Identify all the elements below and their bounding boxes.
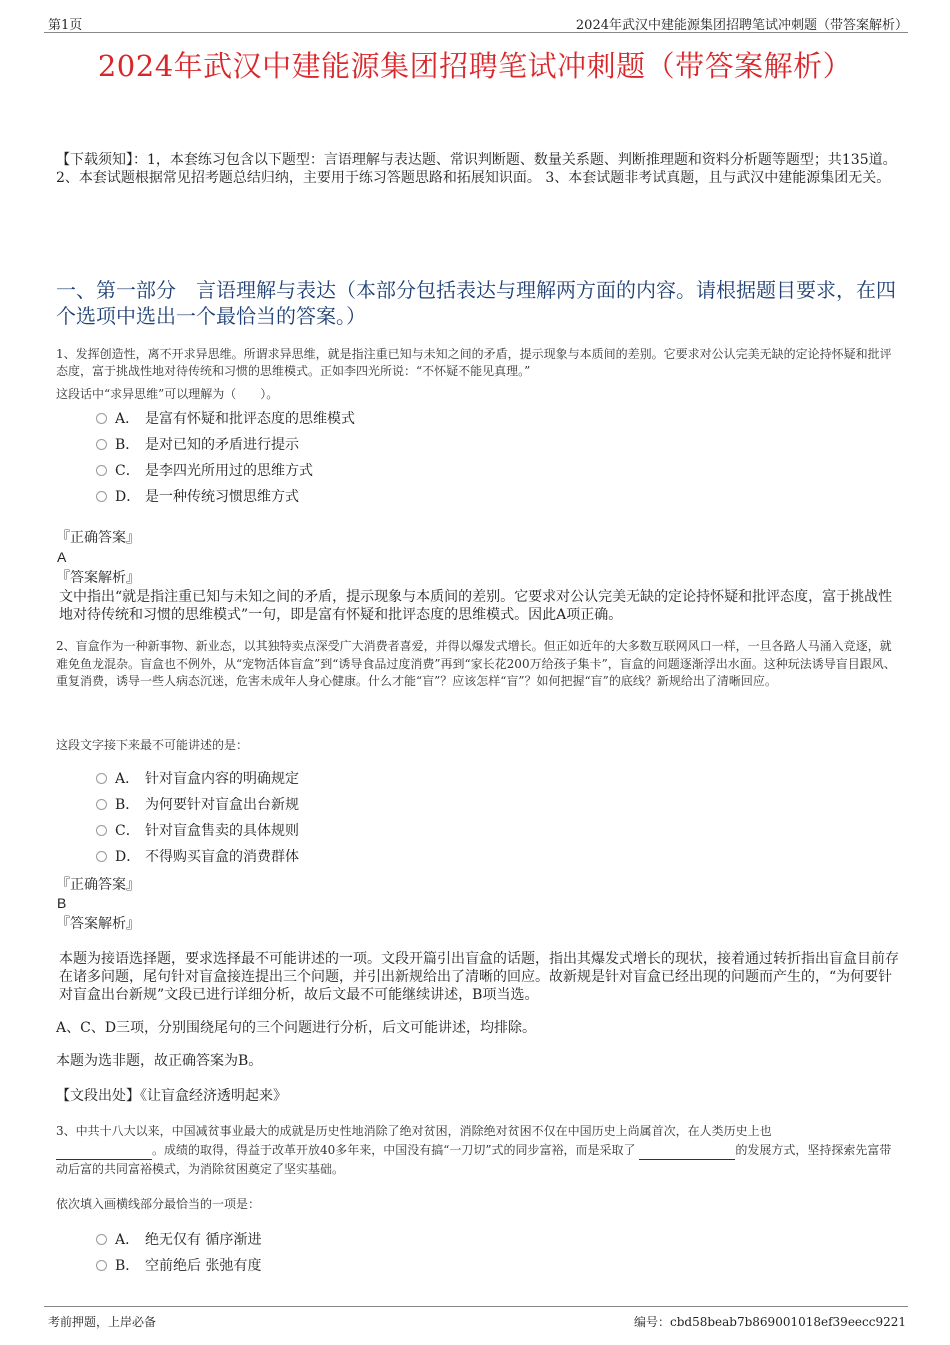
q1-answer: A — [57, 549, 67, 565]
header-doc-title: 2024年武汉中建能源集团招聘笔试冲刺题（带答案解析） — [575, 18, 908, 33]
question-2-ask: 这段文字接下来最不可能讲述的是： — [56, 738, 249, 752]
radio-icon[interactable] — [96, 413, 107, 424]
q2-answer: B — [57, 895, 67, 911]
download-notice: 【下载须知】：1，本套练习包含以下题型：言语理解与表达题、常识判断题、数量关系题、判断推理题和资料分析题等题型；共135道。 2、本套试题根据常见招考题总结归纳，主要用于练习答题思路和拓展知识面。 3、本套试题非考试真题，且与武汉中建能源集团无关。 — [56, 152, 897, 186]
radio-icon[interactable] — [96, 465, 107, 476]
q1-answer-label: 『正确答案』 — [56, 530, 140, 546]
radio-icon[interactable] — [96, 825, 107, 836]
question-1-ask: 这段话中“求异思维”可以理解为（ ）。 — [56, 387, 279, 401]
q2-source: 【文段出处】《让盲盒经济透明起来》 — [56, 1088, 287, 1104]
q3-option-b[interactable]: B． 空前绝后 张弛有度 — [96, 1256, 261, 1276]
q1-analysis: 文中指出“就是指注重已知与未知之间的矛盾，提示现象与本质间的差别。它要求对公认完美无缺的定论持怀疑和批评态度，富于挑战性地对待传统和习惯的思维模式”一句，即是富有怀疑和批评态度的思维模式。因此A项正确。 — [59, 589, 893, 623]
radio-icon[interactable] — [96, 1260, 107, 1271]
q1-option-a[interactable]: A． 是富有怀疑和批评态度的思维模式 — [96, 409, 355, 429]
q2-option-d[interactable]: D． 不得购买盲盒的消费群体 — [96, 847, 299, 867]
header-divider — [44, 32, 908, 33]
radio-icon[interactable] — [96, 491, 107, 502]
q2-analysis-2: A、C、D三项，分别围绕尾句的三个问题进行分析，后文可能讲述，均排除。 — [56, 1020, 537, 1036]
page-header — [0, 0, 950, 36]
radio-icon[interactable] — [96, 773, 107, 784]
q1-option-b[interactable]: B． 是对已知的矛盾进行提示 — [96, 435, 299, 455]
q2-analysis: 本题为接语选择题，要求选择最不可能讲述的一项。文段开篇引出盲盒的话题，指出其爆发式增长的现状，接着通过转折指出盲盒目前存在诸多问题，尾句针对盲盒接连提出三个问题，并引出新规给出了清晰的回应。故新规是针对盲盒已经出现的问题而产生的，“为何要针对盲盒出台新规”文段已进行详细分析，故后文最不可能继续讲述，B项当选。 — [59, 951, 899, 1003]
section-heading: 一、第一部分 言语理解与表达（本部分包括表达与理解两方面的内容。请根据题目要求，在四个选项中选出一个最恰当的答案。） — [56, 278, 896, 328]
fill-blank-2[interactable] — [639, 1147, 735, 1160]
radio-icon[interactable] — [96, 799, 107, 810]
q3-option-a[interactable]: A． 绝无仅有 循序渐进 — [96, 1230, 261, 1250]
footer-doc-id: 编号：cbd58beab7b869001018ef39eecc9221 — [634, 1315, 906, 1329]
q1-analysis-label: 『答案解析』 — [56, 570, 140, 586]
q2-option-c[interactable]: C． 针对盲盒售卖的具体规则 — [96, 821, 299, 841]
question-2-stem: 2、盲盒作为一种新事物、新业态，以其独特卖点深受广大消费者喜爱，并得以爆发式增长。但正如近年的大多数互联网风口一样，一旦各路人马涌入竞逐，就难免鱼龙混杂。盲盒也不例外，从“宠物活体盲盒”到“诱导食品过度消费”再到“家长花200万给孩子集卡”，盲盒的问题逐渐浮出水面。这种玩法诱导盲目跟风、重复消费，诱导一些人病态沉迷，危害未成年人身心健康。什么才能“盲”？应该怎样“盲”？如何把握“盲”的底线？新规给出了清晰回应。 — [56, 639, 896, 689]
radio-icon[interactable] — [96, 1234, 107, 1245]
page-title: 2024年武汉中建能源集团招聘笔试冲刺题（带答案解析） — [97, 49, 853, 83]
q2-analysis-3: 本题为选非题，故正确答案为B。 — [56, 1053, 263, 1069]
q1-option-d[interactable]: D． 是一种传统习惯思维方式 — [96, 487, 299, 507]
page-number: 第1页 — [48, 18, 83, 33]
radio-icon[interactable] — [96, 439, 107, 450]
footer-divider — [44, 1306, 908, 1307]
q2-option-a[interactable]: A． 针对盲盒内容的明确规定 — [96, 769, 299, 789]
q2-option-b[interactable]: B． 为何要针对盲盒出台新规 — [96, 795, 299, 815]
q2-answer-label: 『正确答案』 — [56, 877, 140, 893]
radio-icon[interactable] — [96, 851, 107, 862]
fill-blank-1[interactable] — [56, 1147, 152, 1160]
question-1-stem: 1、发挥创造性，离不开求异思维。所谓求异思维，就是指注重已知与未知之间的矛盾，提示现象与本质间的差别。它要求对公认完美无缺的定论持怀疑和批评态度，富于挑战性地对待传统和习惯的思维模式。正如李四光所说：“不怀疑不能见真理。” — [56, 347, 892, 378]
question-3-ask: 依次填入画横线部分最恰当的一项是： — [56, 1197, 261, 1211]
footer-slogan: 考前押题，上岸必备 — [48, 1315, 157, 1329]
q1-option-c[interactable]: C． 是李四光所用过的思维方式 — [96, 461, 313, 481]
q2-analysis-label: 『答案解析』 — [56, 916, 140, 932]
question-3-stem: 3、中共十八大以来，中国减贫事业最大的成就是历史性地消除了绝对贫困，消除绝对贫困不仅在中国历史上尚属首次，在人类历史上也 。成绩的取得，得益于改革开放40多年来，中国没有搞“一刀切”式的同步富裕，而是采取了 的发展方式，坚持探索先富带动后富的共同富裕模式，为消除贫困奠定了坚实基础。 — [56, 1124, 892, 1176]
